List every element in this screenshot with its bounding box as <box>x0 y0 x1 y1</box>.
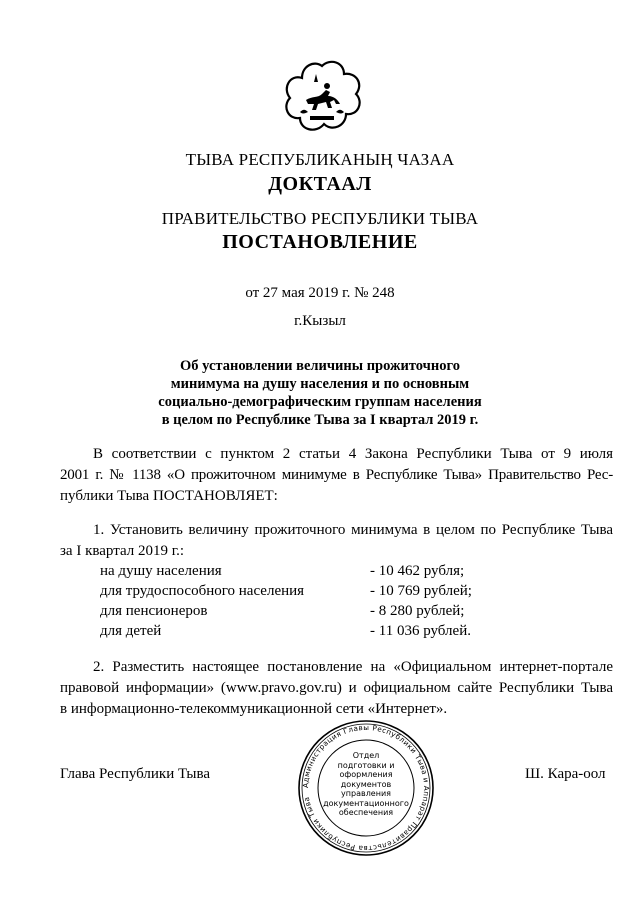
group-value: - 11 036 рублей. <box>370 623 471 639</box>
seal-ring-text: Администрация Главы Республики Тыва и Аппарат Правительства Республики Тыва <box>300 722 432 854</box>
item2-line: 2. Разместить настоящее постановление на «Официальном интернет-портале <box>93 659 613 675</box>
signatory-name: Ш. Кара-оол <box>525 766 606 782</box>
header-postanovlenie: ПОСТАНОВЛЕНИЕ <box>222 231 418 253</box>
seal-line: оформления документов <box>339 770 393 789</box>
group-value: - 10 769 рублей; <box>370 583 472 599</box>
title-line: социально-демографическим группам населения <box>158 394 482 410</box>
group-label: для трудоспособного населения <box>100 583 305 599</box>
title-line: минимума на душу населения и по основным <box>170 376 470 392</box>
item1-line: за I квартал 2019 г.: <box>60 543 185 559</box>
seal-line: документационного <box>323 798 409 808</box>
item1-line: 1. Установить величину прожиточного минимума в целом по Республике Тыва <box>93 522 613 538</box>
seal-line: подготовки и <box>337 760 395 770</box>
group-label: на душу населения <box>100 563 222 579</box>
document-date-number: от 27 мая 2019 г. № 248 <box>245 285 395 301</box>
document-city: г.Кызыл <box>294 313 346 329</box>
item2-line: правовой информации» (www.pravo.gov.ru) и официальном сайте Республики Тыва <box>60 680 613 696</box>
header-line-tuvan: ТЫВА РЕСПУБЛИКАНЫҢ ЧАЗАА <box>185 150 455 169</box>
seal-center-text <box>320 751 412 818</box>
item1-paragraph <box>60 520 613 562</box>
group-value: - 10 462 рубля; <box>370 563 465 579</box>
item2-line: в информационно-телекоммуникационной сети «Интернет». <box>60 701 448 717</box>
group-label: для пенсионеров <box>100 603 208 619</box>
preamble-line: публики Тыва ПОСТАНОВЛЯЕТ: <box>60 488 278 504</box>
title-line: Об установлении величины прожиточного <box>180 358 460 374</box>
header-line-russian: ПРАВИТЕЛЬСТВО РЕСПУБЛИКИ ТЫВА <box>161 209 479 228</box>
seal-line: Отдел <box>352 751 380 760</box>
title-line: в целом по Республике Тыва за I квартал 2019 г. <box>161 412 479 428</box>
header-doktaal: ДОКТААЛ <box>268 173 372 195</box>
group-label: для детей <box>100 623 162 639</box>
group-value: - 8 280 рублей; <box>370 603 465 619</box>
seal-line: управления <box>341 789 391 798</box>
seal-line: обеспечения <box>338 808 394 817</box>
signatory-position: Глава Республики Тыва <box>60 766 211 782</box>
preamble-line: В соответствии с пунктом 2 статьи 4 Закона Республики Тыва от 9 июля <box>93 446 613 462</box>
preamble-line: 2001 г. № 1138 «О прожиточном минимуме в Республике Тыва» Правительство Рес- <box>60 467 613 483</box>
item2-paragraph <box>60 657 613 720</box>
document-title <box>120 357 520 429</box>
coat-of-arms-tuva-icon <box>280 60 364 140</box>
official-seal <box>296 718 436 858</box>
preamble-paragraph <box>60 444 613 507</box>
